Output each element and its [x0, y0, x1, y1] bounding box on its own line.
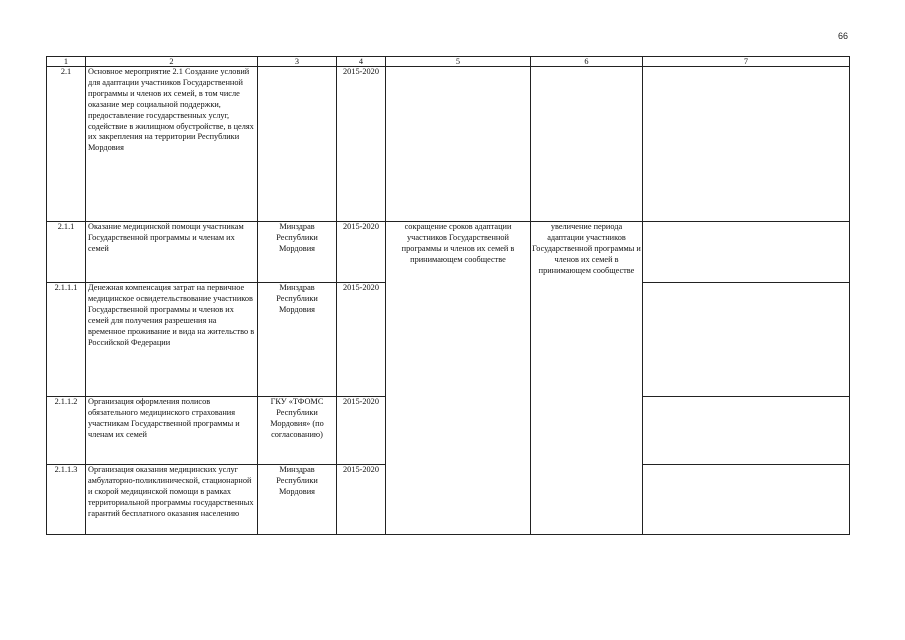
executor: Минздрав Республики Мордовия — [258, 465, 337, 535]
table-row — [47, 222, 850, 283]
period: 2015-2020 — [337, 222, 386, 283]
expected-result — [386, 67, 531, 222]
executor: Минздрав Республики Мордовия — [258, 222, 337, 283]
measure-name: Денежная компенсация затрат на первичное медицинское освидетельствование участников Государственной программы и членов их семей для получения разрешения на временное проживание и вида на жительство в Российской Федерации — [86, 283, 258, 397]
row-number: 2.1.1.2 — [47, 397, 86, 465]
table-row — [47, 67, 850, 222]
row-number: 2.1 — [47, 67, 86, 222]
column-header-6: 6 — [531, 57, 643, 67]
executor: Минздрав Республики Мордовия — [258, 283, 337, 397]
row-number: 2.1.1.1 — [47, 283, 86, 397]
period: 2015-2020 — [337, 67, 386, 222]
consequence — [531, 67, 643, 222]
measures-table — [46, 56, 850, 535]
column-header-3: 3 — [258, 57, 337, 67]
period: 2015-2020 — [337, 397, 386, 465]
column-header-5: 5 — [386, 57, 531, 67]
page-number: 66 — [838, 31, 849, 41]
link-with-indicators — [643, 465, 850, 535]
consequence: увеличение периода адаптации участников Государственной программы и членов их семей в принимающем сообществе — [531, 222, 643, 535]
column-header-1: 1 — [47, 57, 86, 67]
link-with-indicators — [643, 222, 850, 283]
executor — [258, 67, 337, 222]
header-row — [47, 57, 850, 67]
link-with-indicators — [643, 67, 850, 222]
measure-name: Организация оформления полисов обязательного медицинского страхования участникам Государственной программы и членам их семей — [86, 397, 258, 465]
measure-name: Оказание медицинской помощи участникам Государственной программы и членам их семей — [86, 222, 258, 283]
measure-name: Организация оказания медицинских услуг амбулаторно-поликлинической, стационарной и скорой медицинской помощи в рамках территориальной программы государственных гарантий бесплатного оказания населению — [86, 465, 258, 535]
column-header-4: 4 — [337, 57, 386, 67]
column-header-7: 7 — [643, 57, 850, 67]
row-number: 2.1.1 — [47, 222, 86, 283]
column-header-2: 2 — [86, 57, 258, 67]
period: 2015-2020 — [337, 465, 386, 535]
expected-result: сокращение сроков адаптации участников Государственной программы и членов их семей в принимающем сообществе — [386, 222, 531, 535]
period: 2015-2020 — [337, 283, 386, 397]
link-with-indicators — [643, 283, 850, 397]
executor: ГКУ «ТФОМС Республики Мордовия» (по согласованию) — [258, 397, 337, 465]
link-with-indicators — [643, 397, 850, 465]
row-number: 2.1.1.3 — [47, 465, 86, 535]
measure-name: Основное мероприятие 2.1 Создание условий для адаптации участников Государственной программы и членов их семей, в том числе оказание мер социальной поддержки, предоставление государственных услуг, содействие в жилищном обустройстве, в целях их закрепления на территории Республики Мордовия — [86, 67, 258, 222]
